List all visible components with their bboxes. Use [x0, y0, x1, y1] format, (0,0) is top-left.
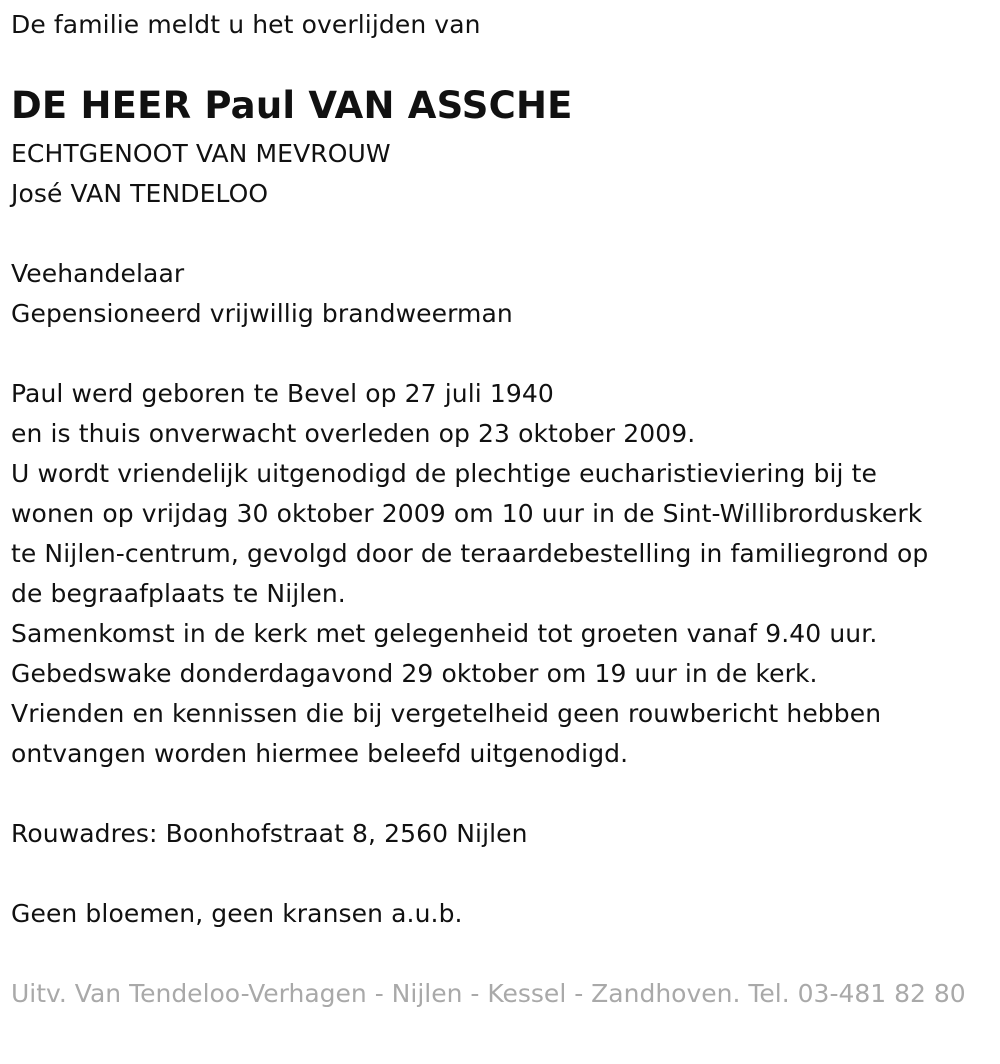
mourning-address: Rouwadres: Boonhofstraat 8, 2560 Nijlen	[11, 819, 528, 848]
funeral-director-footer: Uitv. Van Tendeloo-Verhagen - Nijlen - Kessel - Zandhoven. Tel. 03-481 82 80	[11, 979, 966, 1008]
occupation-line: Gepensioneerd vrijwillig brandweerman	[11, 299, 513, 328]
spouse-name: José VAN TENDELOO	[11, 179, 269, 208]
body-line: U wordt vriendelijk uitgenodigd de plechtige eucharistieviering bij te	[11, 459, 878, 488]
intro-text: De familie meldt u het overlijden van	[11, 10, 481, 39]
spouse-line: ECHTGENOOT VAN MEVROUW	[11, 139, 391, 168]
occupation-line: Veehandelaar	[11, 259, 185, 288]
body-line: Samenkomst in de kerk met gelegenheid tot groeten vanaf 9.40 uur.	[11, 619, 878, 648]
body-line: Paul werd geboren te Bevel op 27 juli 1940	[11, 379, 554, 408]
body-line: en is thuis onverwacht overleden op 23 oktober 2009.	[11, 419, 696, 448]
body-line: Vrienden en kennissen die bij vergetelheid geen rouwbericht hebben	[11, 699, 882, 728]
occupation-block	[11, 254, 513, 334]
body-line: Gebedswake donderdagavond 29 oktober om 19 uur in de kerk.	[11, 659, 818, 688]
body-line: wonen op vrijdag 30 oktober 2009 om 10 uur in de Sint-Willibrorduskerk	[11, 499, 923, 528]
spouse-block	[11, 134, 391, 214]
body-line: ontvangen worden hiermee beleefd uitgenodigd.	[11, 739, 629, 768]
body-line: te Nijlen-centrum, gevolgd door de teraardebestelling in familiegrond op	[11, 539, 929, 568]
notice-body	[11, 374, 928, 774]
body-line: de begraafplaats te Nijlen.	[11, 579, 346, 608]
deceased-name: DE HEER Paul VAN ASSCHE	[11, 84, 573, 127]
flowers-note: Geen bloemen, geen kransen a.u.b.	[11, 899, 463, 928]
